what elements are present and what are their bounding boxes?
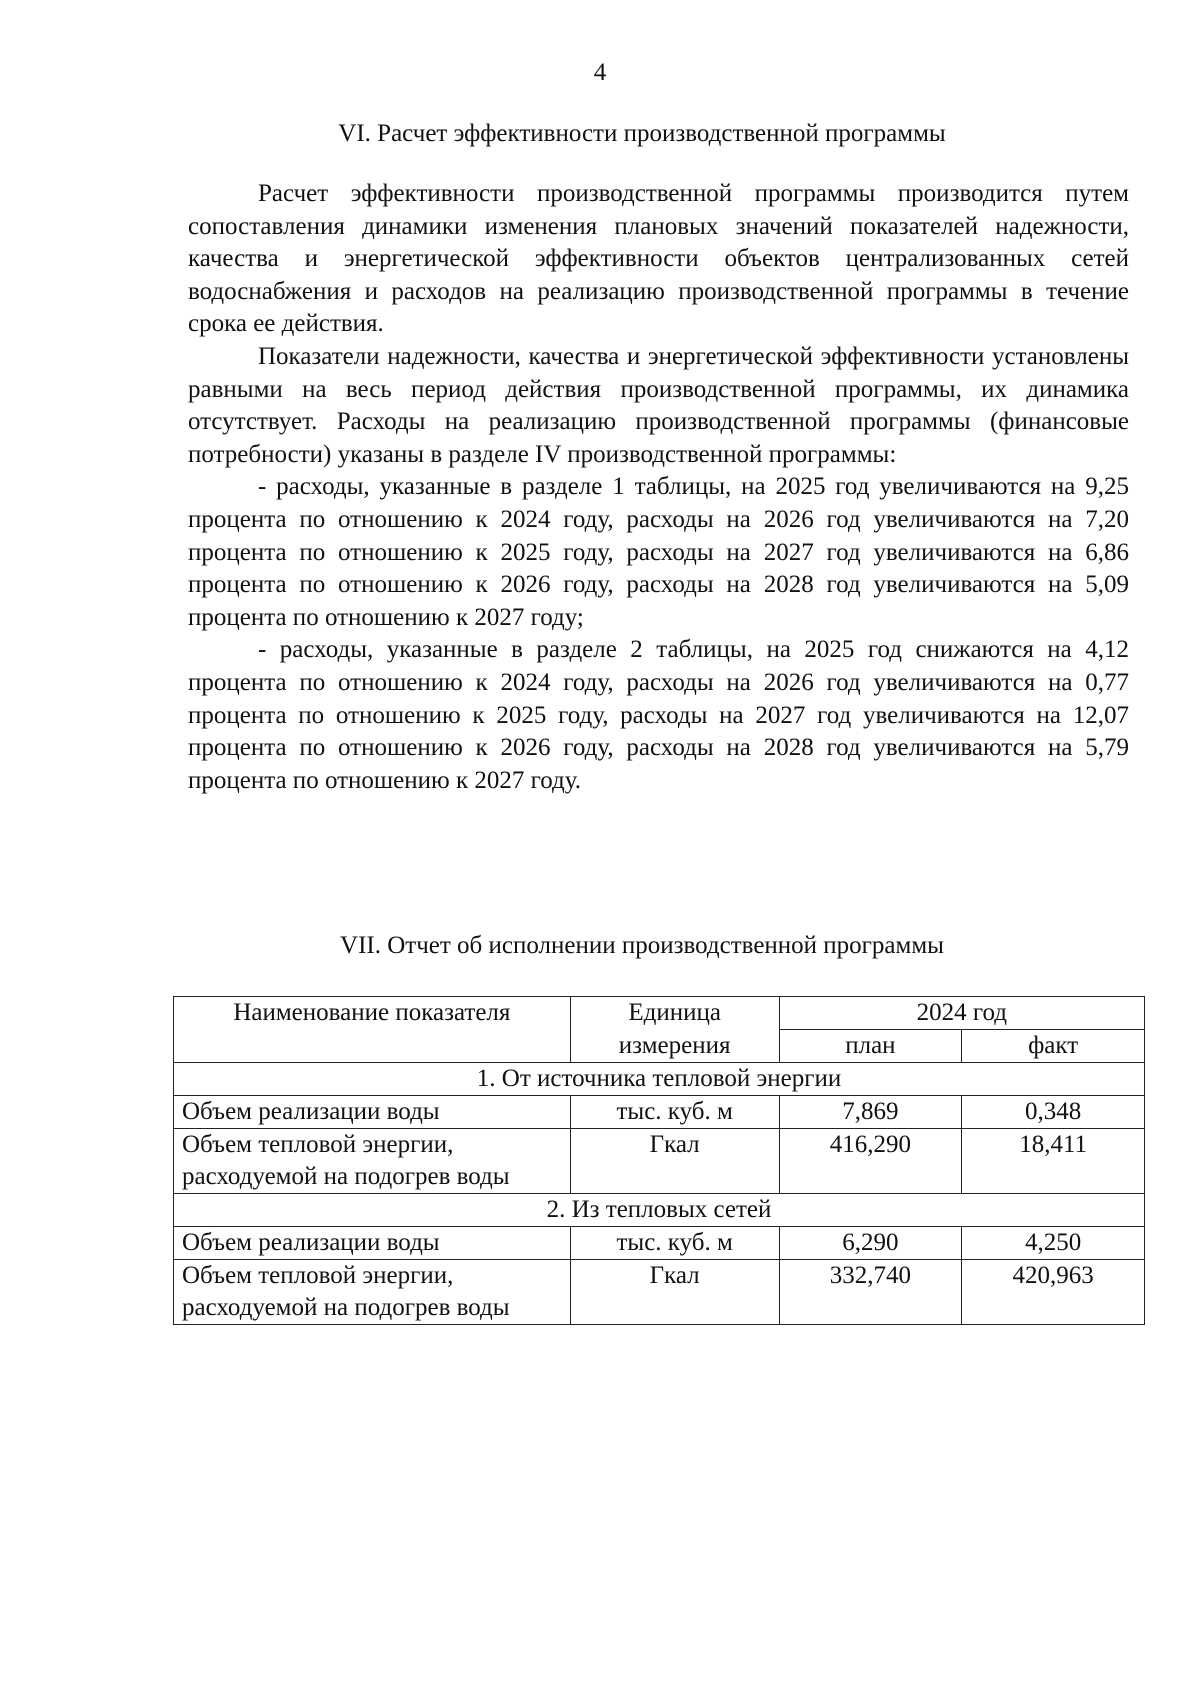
- table-row: [174, 1129, 1145, 1194]
- section-vi-body: [188, 178, 1129, 797]
- list-item: - расходы, указанные в разделе 2 таблицы, на 2025 год снижаются на 4,12 процента по отношению к 2024 году, расходы на 2026 год увеличиваются на 0,77 процента по отношению к 2025 году, расходы на 2027 год увеличиваются на 12,07 процента по отношению к 2026 году, расходы на 2028 год увеличиваются на 5,79 процента по отношению к 2027 году.: [188, 636, 1129, 794]
- row-name: Объем реализации воды: [174, 1096, 571, 1129]
- row-fact: 4,250: [962, 1227, 1145, 1260]
- row-plan: 416,290: [779, 1129, 962, 1194]
- column-header-name: Наименование показателя: [174, 997, 571, 1063]
- table-row: [174, 1260, 1145, 1325]
- row-unit: тыс. куб. м: [570, 1096, 779, 1129]
- column-header-plan: план: [779, 1030, 962, 1063]
- table-row: [174, 1227, 1145, 1260]
- column-header-unit-line1: Единица: [570, 997, 779, 1030]
- row-fact: 420,963: [962, 1260, 1145, 1325]
- table-group-row: [174, 1063, 1145, 1096]
- row-name: Объем реализации воды: [174, 1227, 571, 1260]
- column-header-unit-line2: измерения: [570, 1030, 779, 1063]
- paragraph: Показатели надежности, качества и энергетической эффективности установлены равными на весь период действия производственной программы, их динамика отсутствует. Расходы на реализацию производственной программы (финансовые потребности) указаны в разделе IV производственной программы:: [188, 342, 1129, 468]
- row-name: Объем тепловой энергии, расходуемой на подогрев воды: [174, 1260, 571, 1325]
- report-table: [173, 996, 1145, 1325]
- row-unit: тыс. куб. м: [570, 1227, 779, 1260]
- page-number: 4: [593, 59, 607, 86]
- row-name: Объем тепловой энергии, расходуемой на подогрев воды: [174, 1129, 571, 1194]
- row-fact: 18,411: [962, 1129, 1145, 1194]
- list-item: - расходы, указанные в разделе 1 таблицы, на 2025 год увеличиваются на 9,25 процента по отношению к 2024 году, расходы на 2026 год увеличиваются на 7,20 процента по отношению к 2025 году, расходы на 2027 год увеличиваются на 6,86 процента по отношению к 2026 году, расходы на 2028 год увеличиваются на 5,09 процента по отношению к 2027 году;: [188, 473, 1129, 631]
- section-vii-heading: VII. Отчет об исполнении производственной программы: [340, 932, 944, 959]
- column-header-fact: факт: [962, 1030, 1145, 1063]
- paragraph: Расчет эффективности производственной программы производится путем сопоставления динамики изменения плановых значений показателей надежности, качества и энергетической эффективности объектов централизованных сетей водоснабжения и расходов на реализацию производственной программы в течение срока ее действия.: [188, 180, 1129, 338]
- row-plan: 332,740: [779, 1260, 962, 1325]
- section-vi-heading: VI. Расчет эффективности производственной программы: [338, 120, 946, 147]
- group-title: 1. От источника тепловой энергии: [174, 1063, 1145, 1096]
- row-fact: 0,348: [962, 1096, 1145, 1129]
- table-header-row: [174, 997, 1145, 1030]
- column-header-year: 2024 год: [779, 997, 1144, 1030]
- table-group-row: [174, 1194, 1145, 1227]
- row-plan: 6,290: [779, 1227, 962, 1260]
- row-unit: Гкал: [570, 1260, 779, 1325]
- group-title: 2. Из тепловых сетей: [174, 1194, 1145, 1227]
- row-plan: 7,869: [779, 1096, 962, 1129]
- row-unit: Гкал: [570, 1129, 779, 1194]
- table-row: [174, 1096, 1145, 1129]
